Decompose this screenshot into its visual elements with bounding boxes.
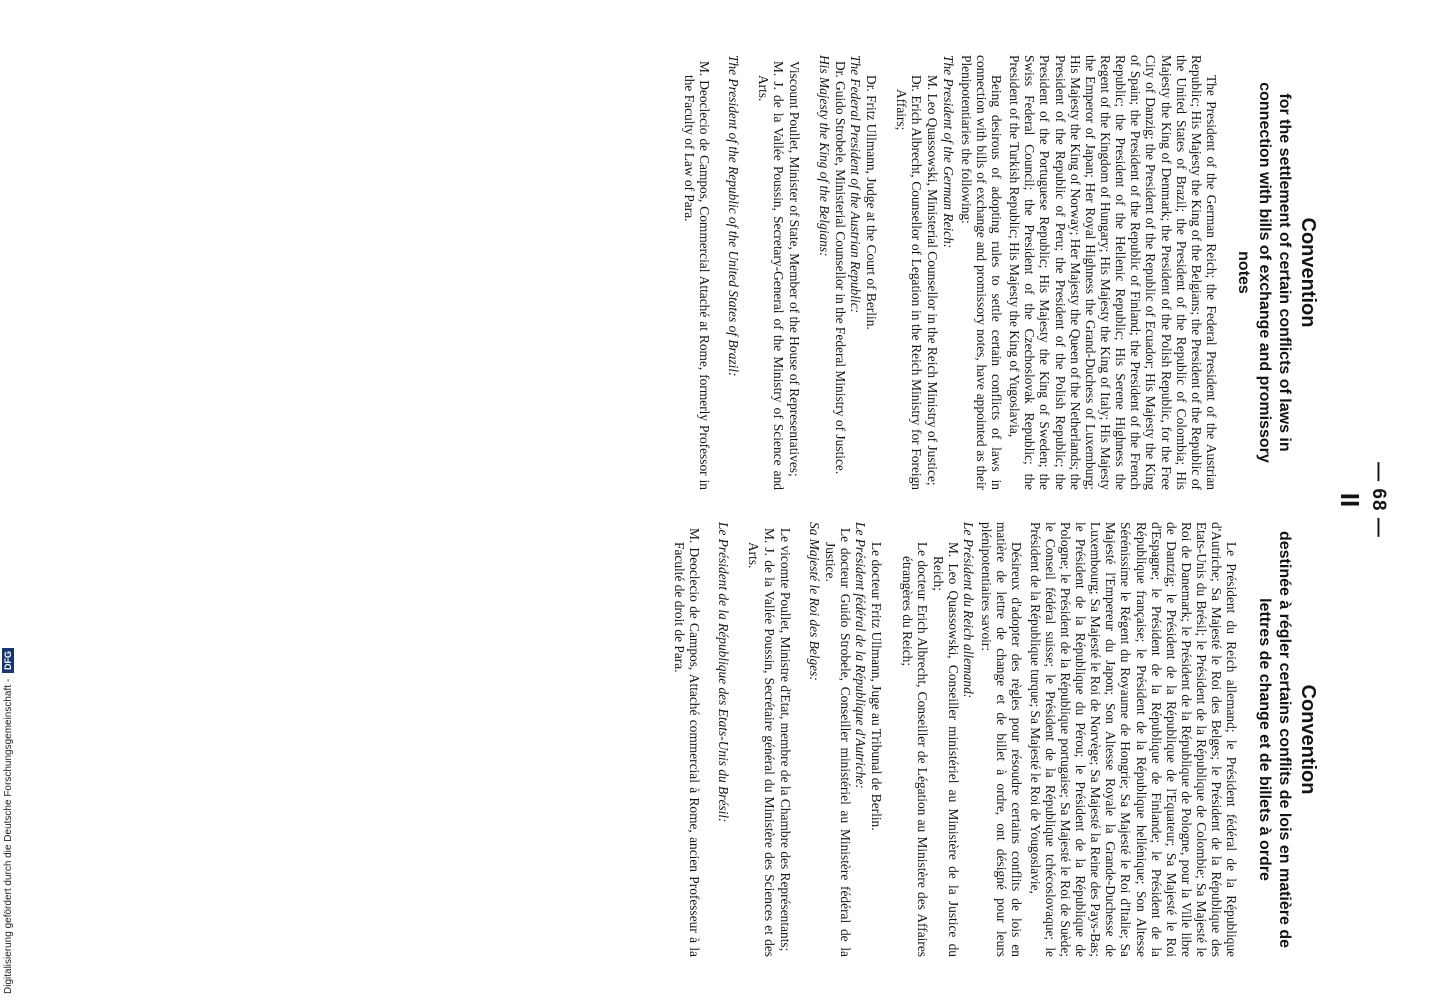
french-plenipotentiary: Le docteur Fritz Ullmann, Juge au Tribunal de Berlin. bbox=[869, 542, 885, 831]
french-plenipotentiary: Le docteur Erich Albrecht, Conseiller de Légation au Ministère des Affaires étrangères du Reich; bbox=[899, 542, 930, 957]
french-belgian-heading: Sa Majesté le Roi des Belges: bbox=[806, 522, 822, 681]
digitization-note: Digitalisierung gefördert durch die Deutsche Forschungsgemeinschaft - bbox=[3, 678, 14, 994]
english-german-heading: The President of the German Reich: bbox=[940, 55, 956, 249]
english-desirous: Being desirous of adopting rules to settle certain conflicts of laws in connection with bills of exchange and promissory notes, have appointed as their Plenipotentiaries the following: bbox=[958, 55, 1005, 490]
french-plenipotentiary: M. Leo Quassowski, Conseiller ministériel au Ministère de la Justice du Reich; bbox=[930, 542, 961, 957]
english-column bbox=[681, 55, 1319, 490]
french-desirous: Désireux d'adopter des règles pour résoudre certains conflits de lois en matière de lettre de change et de billet à ordre, ont désigné pour leurs plénipotentiaires savoir: bbox=[979, 522, 1025, 957]
french-column bbox=[671, 522, 1319, 957]
french-german-heading: Le Président du Reich allemand: bbox=[961, 522, 977, 699]
english-belgian-heading: His Majesty the King of the Belgians: bbox=[816, 55, 832, 257]
french-austrian-heading: Le Président fédéral de la République d'Autriche: bbox=[853, 522, 869, 789]
french-title: Convention bbox=[1297, 684, 1319, 795]
digitization-footer bbox=[2, 0, 14, 994]
english-plenipotentiary: Dr. Erich Albrecht, Counsellor of Legation in the Reich Ministry for Foreign Affairs; bbox=[894, 75, 925, 490]
english-plenipotentiary: Dr. Fritz Ullmann, Judge at the Court of Berlin. bbox=[864, 75, 880, 330]
french-plenipotentiary: M. Deoclecio de Campos, Attaché commercial à Rome, ancien Professeur à la Faculté de droit de Para. bbox=[671, 528, 703, 957]
english-brazil-heading: The President of the Republic of the United States of Brazil: bbox=[726, 55, 742, 377]
french-plenipotentiary: Le docteur Guido Strobele, Conseiller ministériel au Ministère fédéral de la Justice. bbox=[822, 528, 854, 957]
french-preamble: Le Président du Reich allemand; le Président fédéral de la République d'Autriche; Sa Majesté le Roi des Belges; le Président de la République des Etats-Unis du Brésil; le Président de la République de Colombie; Sa Majesté le Roi de Danemark; le Président de la République de Pologne, pour la Ville libre de Dantzig; le Président de la République de l'Equateur; Sa Majesté le Roi d'Espagne; le Président de la République de Finlande; le Président de la République française; le Président de la République hellénique; Son Altesse Sérénissime le Régent du Royaume de Hongrie; Sa Majesté le Roi d'Italie; Sa Majesté l'Empereur du Japon; Son Altesse Royale la Grande-Duchesse de Luxembourg; Sa Majesté le Roi de Norvège; Sa Majesté la Reine des Pays-Bas; le Président de la République du Pérou; le Président de la République de Pologne; le Président de la République portugaise; Sa Majesté le Roi de Suède; le Conseil fédéral suisse; le Président de la République tchécoslovaque; le Président de la République turque; Sa Majesté le Roi de Yougoslavie, bbox=[1027, 522, 1240, 957]
dfg-logo: DFG bbox=[2, 648, 14, 673]
english-plenipotentiary: M. Deoclecio de Campos, Commercial Attaché at Rome, formerly Professor in the Faculty of Law of Para. bbox=[681, 61, 712, 490]
english-plenipotentiary: M. Leo Quassowski, Ministerial Counsellor in the Reich Ministry of Justice; bbox=[925, 75, 941, 486]
footer-strip bbox=[0, 0, 14, 1000]
page-header bbox=[1334, 160, 1389, 840]
page-number: — 68 — bbox=[1368, 462, 1389, 538]
english-subtitle: for the settlement of certain conflicts of laws in connection with bills of exchange and promissory notes bbox=[1235, 82, 1294, 463]
french-brazil-heading: Le Président de la République des Etats-Unis du Brésil: bbox=[716, 522, 732, 823]
english-austrian-heading: The Federal President of the Austrian Republic: bbox=[847, 55, 863, 314]
english-plenipotentiary: Viscount Poullet, Minister of State, Member of the House of Representatives; bbox=[787, 61, 803, 477]
section-numeral: II bbox=[1335, 492, 1365, 508]
english-plenipotentiary: Dr. Guido Strobele, Ministerial Counsellor in the Federal Ministry of Justice. bbox=[832, 61, 848, 475]
french-subtitle: destinée à régler certains conflits de lois en matière de lettres de change et de billets à ordre bbox=[1255, 530, 1294, 949]
english-title: Convention bbox=[1297, 217, 1319, 328]
french-plenipotentiary: Le vicomte Poullet, Ministre d'Etat, membre de la Chambre des Représentants; bbox=[777, 528, 793, 952]
french-plenipotentiary: M. J. de la Vallée Poussin, Secrétaire général du Ministère des Sciences et des Arts. bbox=[746, 528, 777, 957]
english-preamble: The President of the German Reich; the Federal President of the Austrian Republic; His Majesty the King of the Belgians; the President of the Republic of the United States of Brazil; the President of the Republic of Colombia; His Majesty the King of Denmark; the President of the Polish Republic, for the Free City of Danzig; the President of the Republic of Ecuador; His Majesty the King of Spain; the President of the Republic of Finland; the President of the French Republic; the President of the Hellenic Republic; His Serene Highness the Regent of the Kingdom of Hungary; His Majesty the King of Italy; His Majesty the Emperor of Japan; Her Royal Highness the Grand-Duchess of Luxemburg; His Majesty the King of Norway; Her Majesty the Queen of the Netherlands; the President of the Republic of Peru; the President of the Polish Republic; the President of the Portuguese Republic; His Majesty the King of Sweden; the Swiss Federal Council; the President of the Czechoslovak Republic; the President of the Turkish Republic; His Majesty the King of Yugoslavia, bbox=[1007, 55, 1219, 490]
english-plenipotentiary: M. J. de la Vallée Poussin, Secretary-General of the Ministry of Science and Arts. bbox=[756, 61, 787, 490]
